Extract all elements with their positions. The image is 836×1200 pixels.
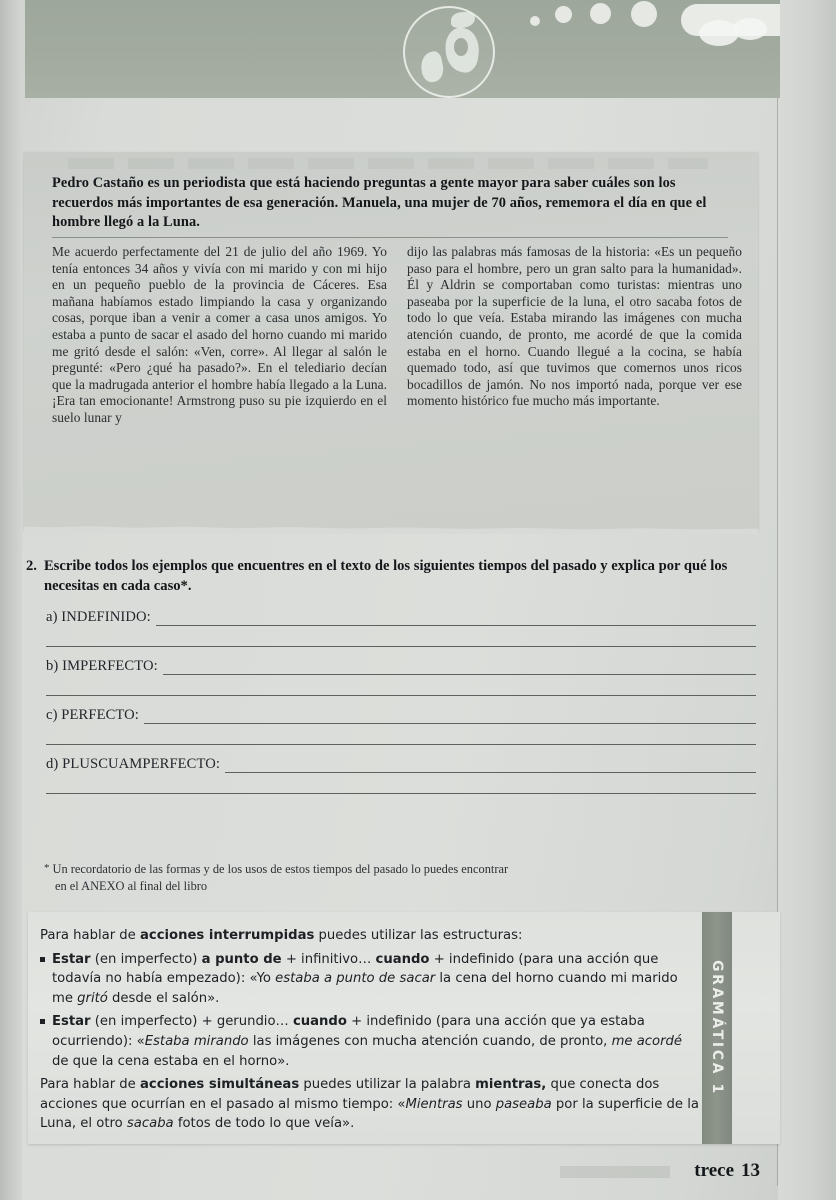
answer-blank-b-line1[interactable] [163, 660, 756, 675]
exercise-number: 2. [26, 558, 37, 574]
thought-dot-icon [631, 1, 657, 27]
section-tab-gramatica [702, 912, 732, 1144]
grammar-bullet-2 [40, 1012, 700, 1071]
folio-word: trece [694, 1160, 734, 1181]
footnote-line-2: en el ANEXO al final del libro [55, 879, 208, 893]
grammar-intro: Para hablar de acciones interrumpidas puedes utilizar las estructuras: [40, 928, 523, 943]
answer-blank-a-line2[interactable] [46, 645, 756, 647]
article-lead: Pedro Castaño es un periodista que está haciendo preguntas a gente mayor para saber cuáles son los recuerdos más importantes de esa generación. Manuela, una mujer de 70 años, rememora el día en que el hombre llegó a la Luna. [52, 175, 707, 231]
left-gutter-shadow [0, 0, 22, 1200]
answer-label-c: c) PERFECTO: [46, 707, 139, 723]
answer-blank-c-line1[interactable] [144, 709, 756, 724]
article-body-right: dijo las palabras más famosas de la historia: «Es un pequeño paso para el hombre, pero un gran salto para la humanidad». Él y Aldrin se comportaban como turistas: mientras uno paseaba por la superficie de la luna, el otro sacaba fotos de todo lo que veía. Estaba mirando las imágenes con mucha atención cuando, de pronto, me acordé de que la comida estaba en el horno. Cuando llegué a la cocina, se había quemado todo, así que tuvimos que comernos unos ricos bocadillos de jamón. No nos importó nada, porque ver ese momento histórico fue mucho más importante. [407, 244, 742, 409]
footnote-marker: * [44, 862, 50, 874]
article-column-right [407, 244, 742, 427]
bullet-square-icon [40, 957, 45, 962]
footnote-line-1: Un recordatorio de las formas y de los usos de estos tiempos del pasado lo puedes encontrar [52, 862, 509, 876]
bleedthrough-ghost-text [68, 158, 708, 169]
answer-blank-d-line1[interactable] [225, 758, 756, 773]
article-body-left: Me acuerdo perfectamente del 21 de julio del año 1969. Yo tenía entonces 34 años y vivía con mi marido y con mi hijo en un pequeño pueblo de la provincia de Cáceres. Esa mañana habíamos estado limpiando la casa y organizando cosas, porque iban a venir a comer a casa unos amigos. Yo estaba a punto de sacar el asado del horno cuando mi marido me gritó desde el salón: «Ven, corre». Al llegar al salón le pregunté: «Pero ¿qué ha pasado?». En el telediario decían que la madrugada anterior el hombre había llegado a la Luna. ¡Era tan emocionante! Armstrong puso su pie izquierdo en el suelo lunar y [52, 244, 387, 425]
folio-number: 13 [741, 1160, 760, 1181]
answer-item-a [26, 608, 756, 647]
answer-blank-b-line2[interactable] [46, 694, 756, 696]
article-divider [52, 237, 728, 238]
section-tab-label: GRAMÁTICA 1 [709, 960, 725, 1096]
globe-icon [403, 6, 495, 98]
answer-item-d [26, 755, 756, 794]
exercise-2 [26, 556, 756, 804]
torn-paper-edge [24, 520, 758, 534]
exercise-heading [26, 556, 756, 596]
thought-dot-icon [590, 3, 611, 24]
answer-blank-c-line2[interactable] [46, 743, 756, 745]
article-column-left [52, 244, 387, 427]
bullet-square-icon [40, 1019, 45, 1024]
thought-dot-icon [530, 16, 540, 26]
exercise-answer-items [26, 608, 756, 794]
grammar-closing: Para hablar de acciones simultáneas puedes utilizar la palabra mientras, que conecta dos acciones que ocurrían en el pasado al mismo tiempo: «Mientras uno paseaba por la superficie de la Luna, el otro sacaba fotos de todo lo que veía». [40, 1077, 699, 1132]
cloud-icon [681, 4, 780, 36]
article-columns [52, 244, 742, 427]
page-folio [600, 1160, 760, 1182]
footnote [44, 860, 724, 895]
answer-blank-a-line1[interactable] [156, 611, 756, 626]
right-gutter-shadow [778, 0, 836, 1200]
answer-label-d: d) PLUSCUAMPERFECTO: [46, 756, 221, 772]
exercise-prompt: Escribe todos los ejemplos que encuentres en el texto de los siguientes tiempos del pasado y explica por qué los necesitas en cada caso*. [43, 558, 728, 594]
grammar-bullet-2-text: Estar (en imperfecto) + gerundio… cuando + indefinido (para una acción que ya estaba ocurriendo): «Estaba mirando las imágenes con mucha atención cuando, de pronto, me acordé de que la cena estaba en el horno». [52, 1014, 683, 1069]
grammar-box [28, 912, 780, 1144]
grammar-bullet-1 [40, 950, 700, 1009]
thought-dot-icon [555, 6, 572, 23]
answer-label-a: a) INDEFINIDO: [46, 609, 151, 625]
answer-blank-d-line2[interactable] [46, 792, 756, 794]
answer-item-b [26, 657, 756, 696]
grammar-bullet-1-text: Estar (en imperfecto) a punto de + infinitivo… cuando + indefinido (para una acción que todavía no había empezado): «Yo estaba a punto de sacar la cena del horno cuando mi marido me gritó desde el salón». [52, 951, 678, 1006]
answer-label-b: b) IMPERFECTO: [46, 658, 158, 674]
answer-item-c [26, 706, 756, 745]
grammar-content [40, 926, 700, 1138]
article-clipping [24, 152, 758, 530]
decorative-header-band [25, 0, 780, 98]
